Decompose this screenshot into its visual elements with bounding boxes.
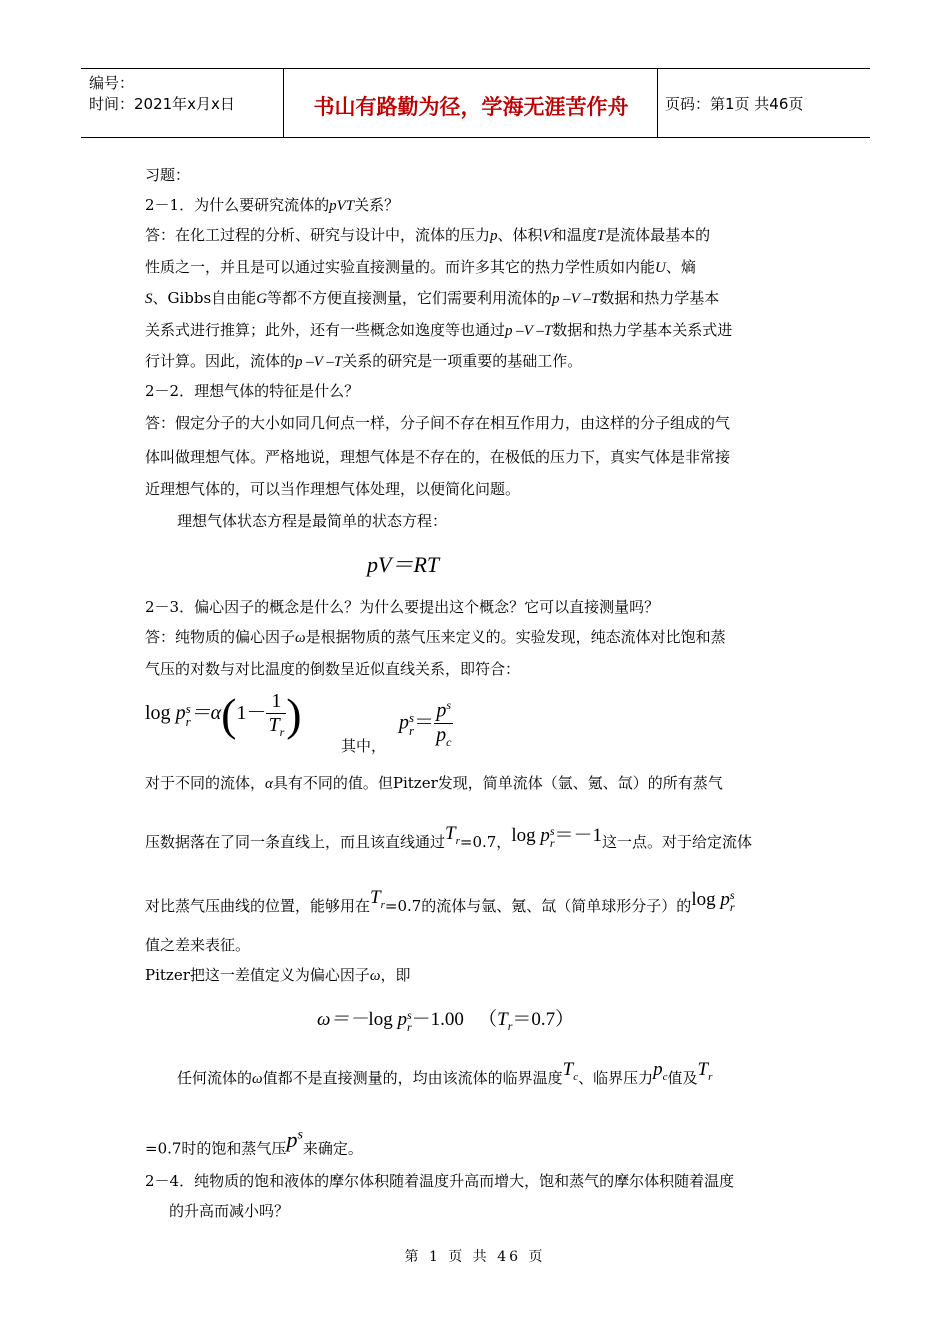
text-line: Pitzer把这一差值定义为偏心因子ω，即 [145, 966, 411, 984]
text-line: 2－1．为什么要研究流体的pVT关系？ [145, 196, 400, 214]
header-motto: 书山有路勤为径，学海无涯苦作舟 [313, 95, 629, 119]
header-divider [657, 69, 658, 137]
number-label: 编号： [89, 74, 135, 92]
page-footer: 第 1 页 共 46 页 [404, 1249, 546, 1265]
text-line: 任何流体的ω值都不是直接测量的，均由该流体的临界温度$T_c$、临界压力$p_c$值及$T_r$ [177, 1059, 713, 1087]
document-header [81, 68, 870, 138]
vapor-pressure-equation: log p s r ＝α(1－ $\frac{1}{T_r}$ ) [145, 689, 302, 740]
text-line: 理想气体状态方程是最简单的状态方程： [177, 512, 448, 530]
text-line: 体叫做理想气体。严格地说，理想气体是不存在的，在极低的压力下，真实气体是非常接 [145, 448, 731, 466]
header-page-info: 页码：第1页 共46页 [665, 95, 804, 113]
text-line: 关系式进行推算；此外，还有一些概念如逸度等也通过p –V –T数据和热力学基本关系式进 [145, 321, 733, 339]
text-line: 答：假定分子的大小如同几何点一样，分子间不存在相互作用力，由这样的分子组成的气 [145, 414, 731, 432]
text-line: 气压的对数与对比温度的倒数呈近似直线关系，即符合： [145, 660, 521, 678]
reduced-pressure-equation: p s r ＝ $\frac{p^s}{p_c}$ [399, 698, 452, 749]
text-line: 行计算。因此，流体的p –V –T关系的研究是一项重要的基础工作。 [145, 352, 583, 370]
text-line: 性质之一，并且是可以通过实验直接测量的。而许多其它的热力学性质如内能U、熵 [145, 258, 696, 276]
text-line: 答：在化工过程的分析、研究与设计中，流体的压力p、体积V和温度T是流体最基本的 [145, 226, 711, 244]
text-line: 2－4．纯物质的饱和液体的摩尔体积随着温度升高而增大，饱和蒸气的摩尔体积随着温度 [145, 1172, 735, 1190]
acentric-factor-equation: ω＝－log p s r －1.00 $(T_r=0.7)$ [317, 1007, 575, 1034]
ideal-gas-equation: pV＝RT [367, 552, 440, 577]
text-line: 压数据落在了同一条直线上，而且该直线通过$T_r=0.7$，log p s r ＝－1这一点。对于给定流体 [145, 823, 753, 851]
text-line: 其中， [341, 737, 387, 755]
text-line: 对比蒸气压曲线的位置，能够用在$T_r=0.7$的流体与氩、氪、氙（简单球形分子）的log p s r [145, 887, 735, 915]
header-divider [283, 69, 284, 137]
text-line: =0.7时的饱和蒸气压$p^s$来确定。 [145, 1127, 363, 1158]
text-line: 习题： [145, 166, 191, 184]
text-line: 值之差来表征。 [145, 936, 251, 954]
text-line: S、Gibbs自由能G等都不方便直接测量，它们需要利用流体的p –V –T数据和热力学基本 [145, 289, 720, 307]
text-line: 的升高而减小吗？ [169, 1202, 290, 1220]
text-line: 2－2．理想气体的特征是什么？ [145, 382, 360, 400]
text-line: 近理想气体的，可以当作理想气体处理，以便简化问题。 [145, 480, 521, 498]
header-meta [89, 73, 235, 115]
text-line: 答：纯物质的偏心因子ω是根据物质的蒸气压来定义的。实验发现，纯态流体对比饱和蒸 [145, 628, 726, 646]
time-label: 时间：2021年x月x日 [89, 95, 235, 113]
text-line: 对于不同的流体，α具有不同的值。但Pitzer发现，简单流体（氩、氪、氙）的所有蒸气 [145, 774, 723, 792]
text-line: 2－3．偏心因子的概念是什么？为什么要提出这个概念？它可以直接测量吗？ [145, 598, 660, 616]
